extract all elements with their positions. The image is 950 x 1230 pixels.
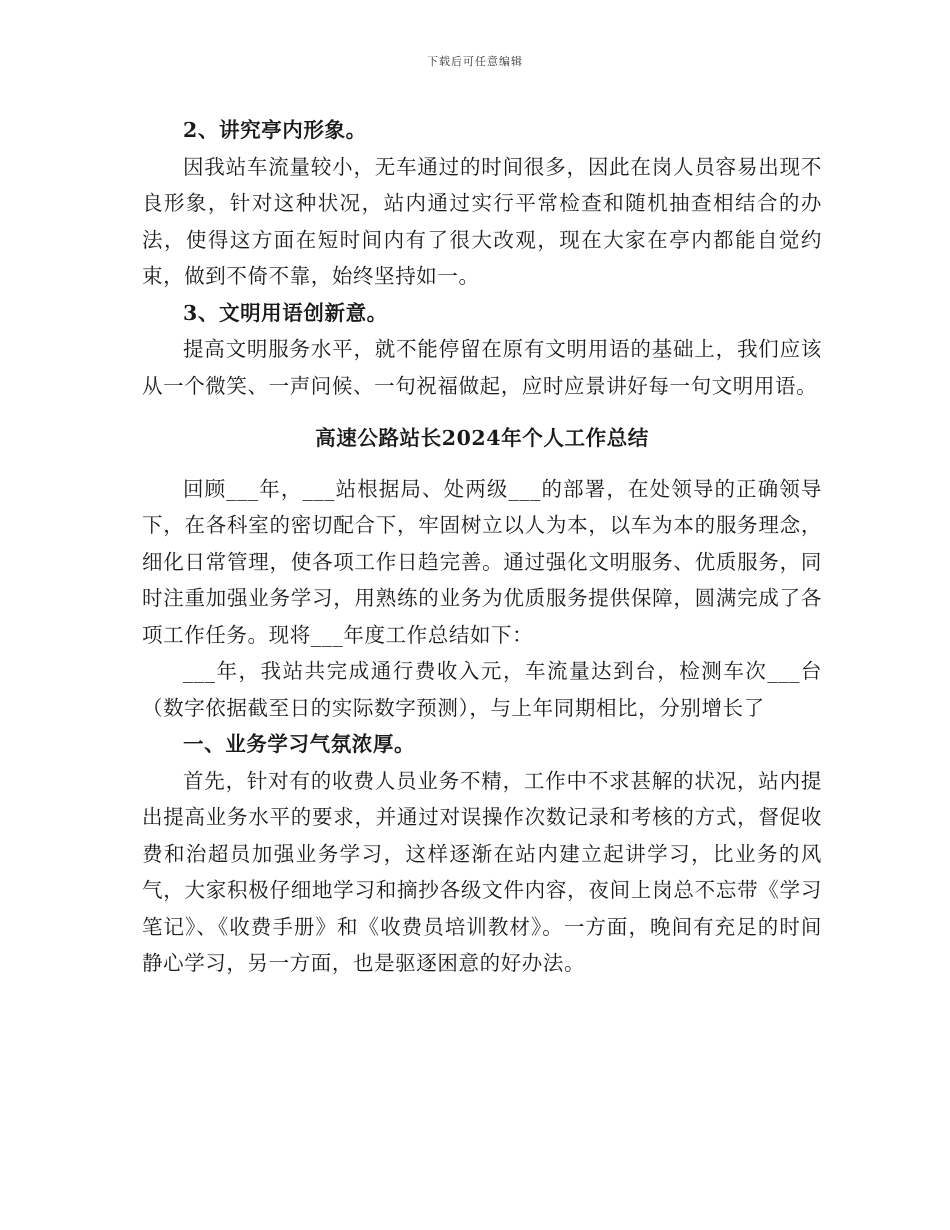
page-header: 下载后可任意编辑	[427, 55, 523, 68]
document-title: 高速公路站长2024年个人工作总结	[315, 426, 649, 450]
part-paragraph-1: 首先，针对有的收费人员业务不精，工作中不求甚解的状况，站内提出提高业务水平的要求，并通过对误操作次数记录和考核的方式，督促收费和治超员加强业务学习，这样逐渐在站内建立起讲学习，比业务的风气，大家积极仔细地学习和摘抄各级文件内容，夜间上岗总不忘带《学习笔记》、《收费手册》和《收费员培训教材》。一方面，晚间有充足的时间静心学习，另一方面，也是驱逐困意的好办法。	[142, 768, 822, 975]
document-body	[142, 112, 822, 982]
section-heading-3: 3、文明用语创新意。	[183, 300, 388, 325]
section-heading-2: 2、讲究亭内形象。	[183, 118, 367, 142]
section-paragraph-3: 提高文明服务水平，就不能停留在原有文明用语的基础上，我们应该从一个微笑、一声问候、一句祝福做起，应时应景讲好每一句文明用语。	[142, 337, 822, 398]
stats-paragraph: ___年，我站共完成通行费收入元，车流量达到台，检测车次___台（数字依据截至日的实际数字预测），与上年同期相比，分别增长了	[142, 659, 822, 720]
intro-paragraph: 回顾___年，___站根据局、处两级___的部署，在处领导的正确领导下，在各科室的密切配合下，牢固树立以人为本，以车为本的服务理念，细化日常管理，使各项工作日趋完善。通过强化文明服务、优质服务，同时注重加强业务学习，用熟练的业务为优质服务提供保障，圆满完成了各项工作任务。现将___年度工作总结如下：	[142, 476, 822, 647]
part-heading-1: 一、业务学习气氛浓厚。	[183, 732, 416, 756]
section-paragraph-2: 因我站车流量较小，无车通过的时间很多，因此在岗人员容易出现不良形象，针对这种状况，站内通过实行平常检查和随机抽查相结合的办法，使得这方面在短时间内有了很大改观，现在大家在亭内都能自觉约束，做到不倚不靠，始终坚持如一。	[142, 154, 822, 288]
